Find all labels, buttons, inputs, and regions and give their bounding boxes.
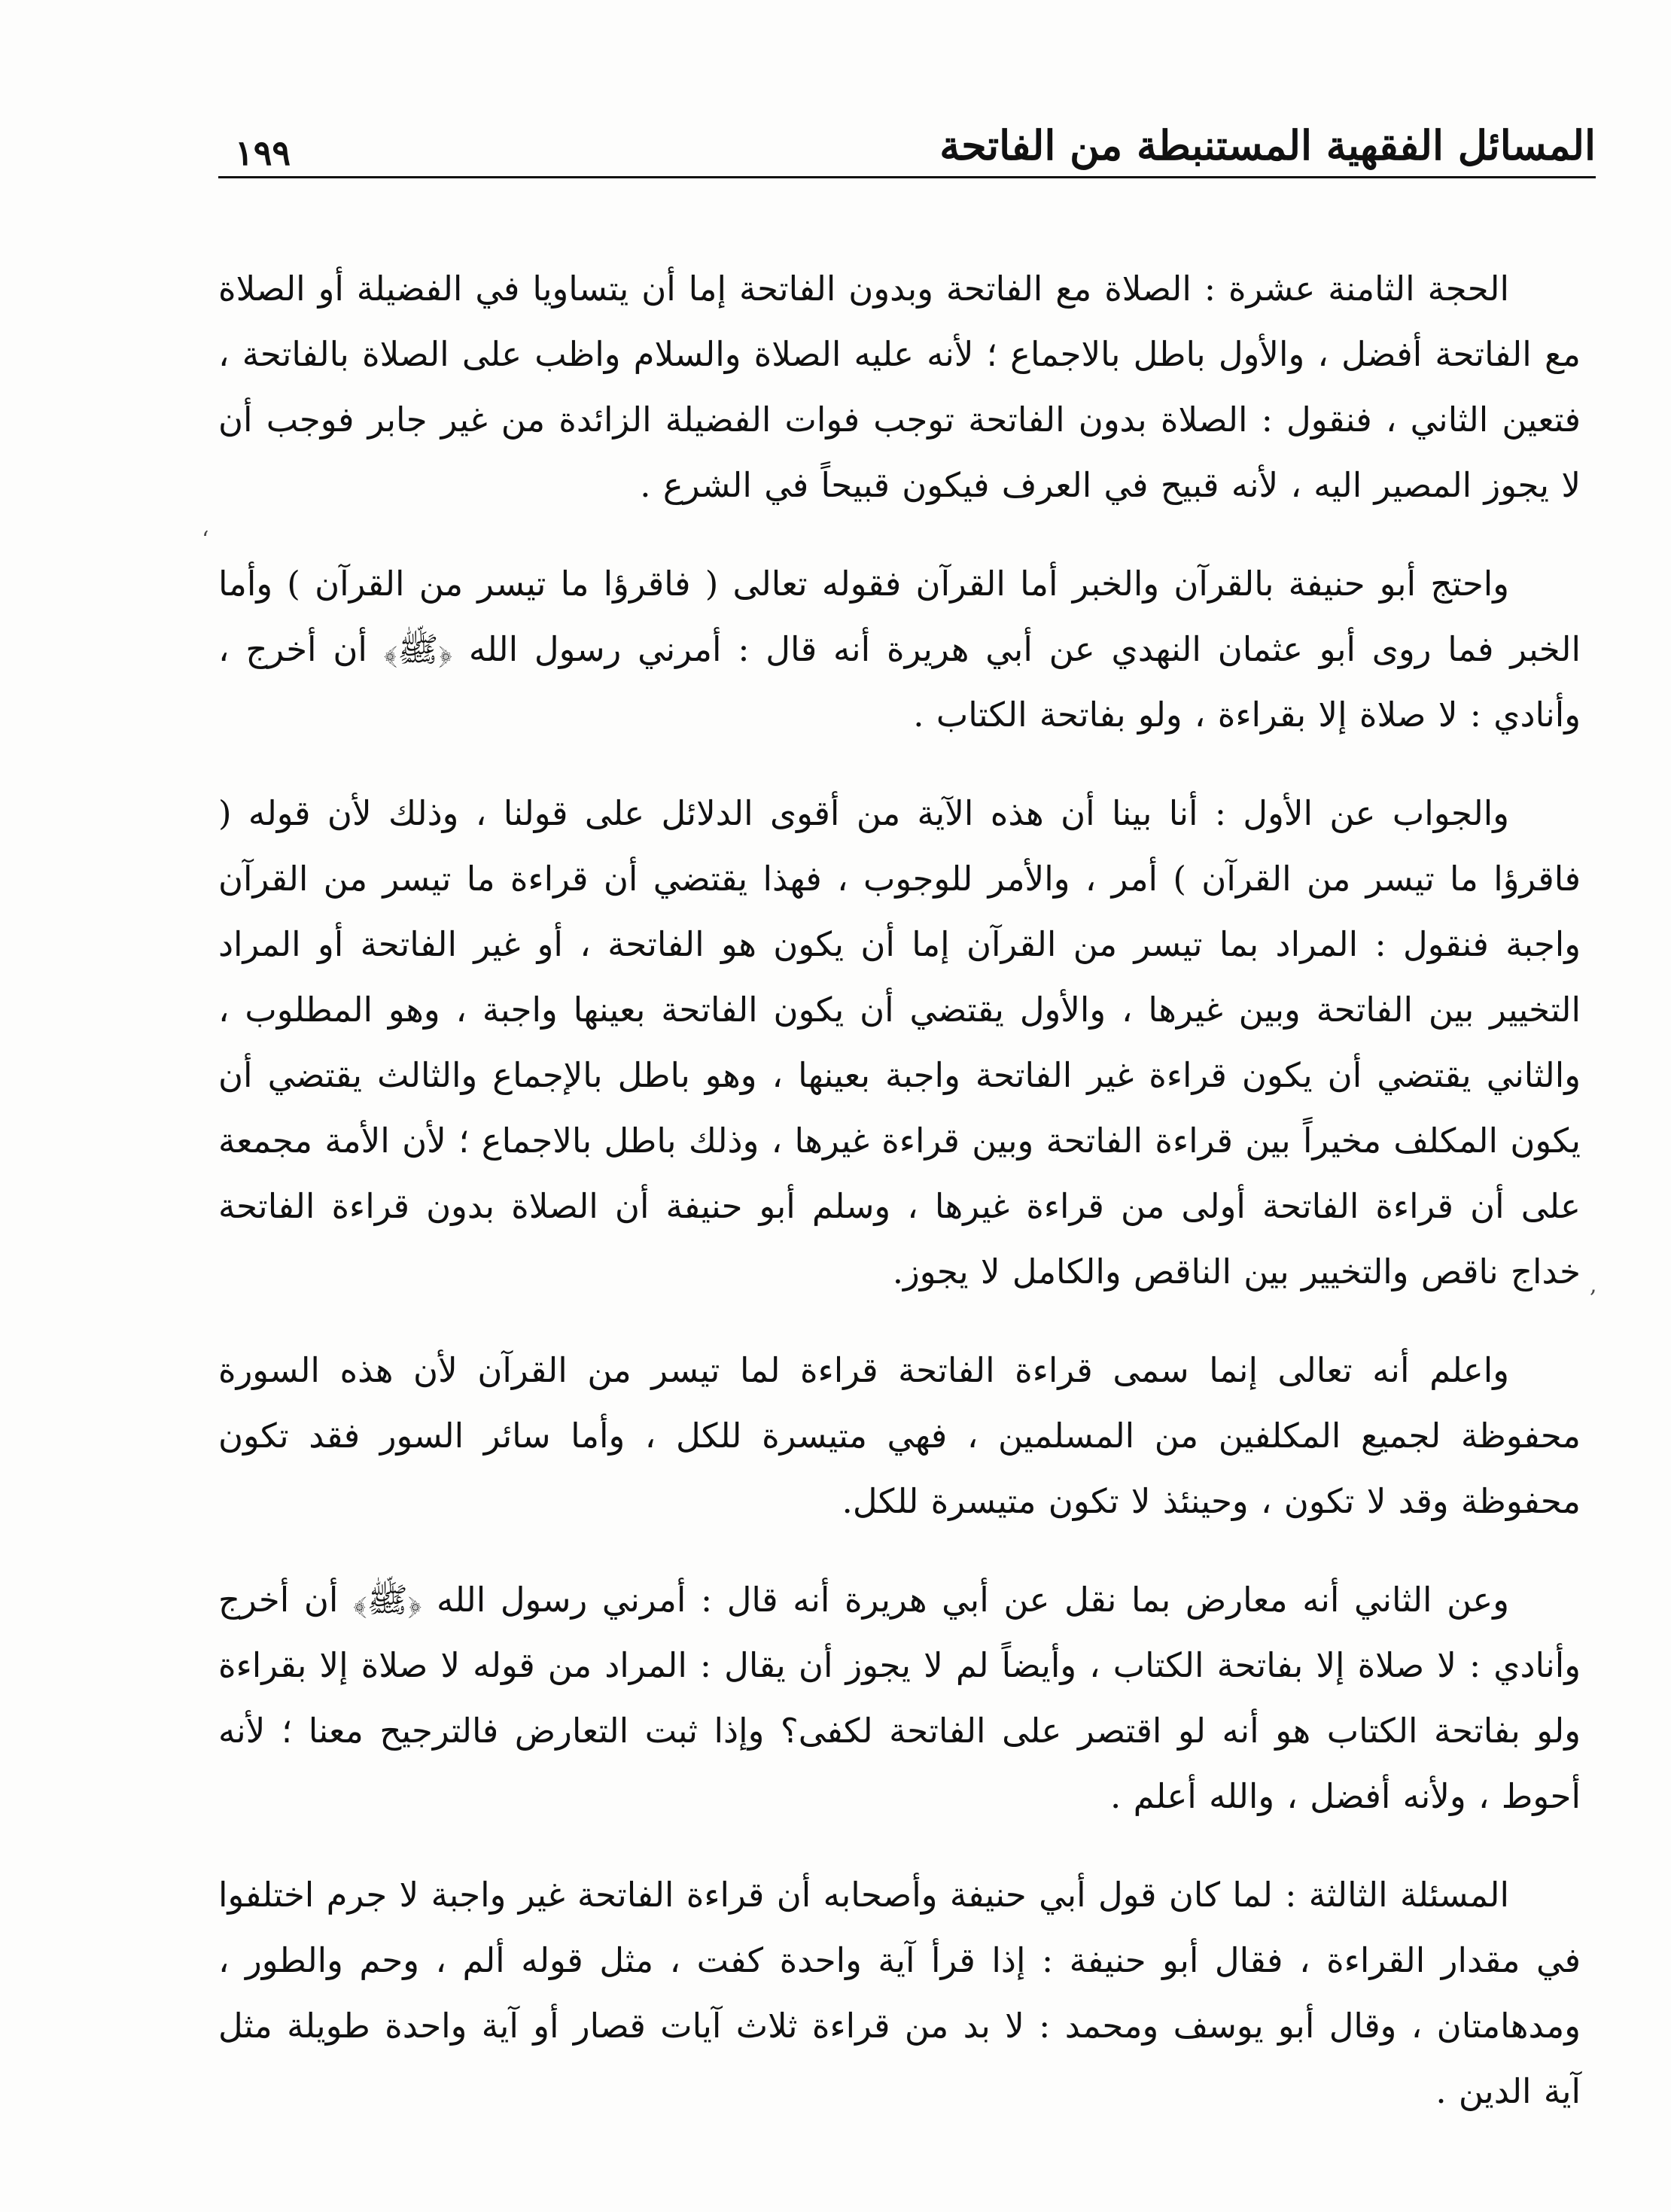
header-rule [218,176,1596,178]
paragraph-abu-hanifa-argument: واحتج أبو حنيفة بالقرآن والخبر أما القرآن فقوله تعالى ( فاقرؤا ما تيسر من القرآن ) وأما الخبر فما روى أبو عثمان النهدي عن أبي هريرة أنه قال : أمرني رسول الله ﴿ﷺ﴾ أن أخرج ، وأنادي : لا صلاة إلا بقراءة ، ولو بفاتحة الكتاب . [218,564,1581,735]
paragraph-third-issue: المسئلة الثالثة : لما كان قول أبي حنيفة وأصحابه أن قراءة الفاتحة غير واجبة لا جرم اختلفوا في مقدار القراءة ، فقال أبو حنيفة : إذا قرأ آية واحدة كفت ، مثل قوله ألم ، وحم والطور ، ومدهامتان ، وقال أبو يوسف ومحمد : لا بد من قراءة ثلاث آيات قصار أو آية واحدة طويلة مثل آية الدين . [218,1875,1581,2111]
scan-speck: , [1590,1272,1597,1298]
paragraph-know-that: واعلم أنه تعالى إنما سمى قراءة الفاتحة قراءة لما تيسر من القرآن لأن هذه السورة محفوظة لجميع المكلفين من المسلمين ، فهي متيسرة للكل ، وأما سائر السور فقد تكون محفوظة وقد لا تكون ، وحينئذ لا تكون متيسرة للكل. [218,1350,1581,1521]
paragraph-answer-second: وعن الثاني أنه معارض بما نقل عن أبي هريرة أنه قال : أمرني رسول الله ﴿ﷺ﴾ أن أخرج وأنادي : لا صلاة إلا بفاتحة الكتاب ، وأيضاً لم لا يجوز أن يقال : المراد من قوله لا صلاة إلا بقراءة ولو بفاتحة الكتاب هو أنه لو اقتصر على الفاتحة لكفى؟ وإذا ثبت التعارض فالترجيح معنا ؛ لأنه أحوط ، ولأنه أفضل ، والله أعلم . [218,1580,1581,1816]
paragraph-eighteenth-argument: الحجة الثامنة عشرة : الصلاة مع الفاتحة وبدون الفاتحة إما أن يتساويا في الفضيلة أو الصلاة مع الفاتحة أفضل ، والأول باطل بالاجماع ؛ لأنه عليه الصلاة والسلام واظب على الصلاة بالفاتحة ، فتعين الثاني ، فنقول : الصلاة بدون الفاتحة توجب فوات الفضيلة الزائدة من غير جابر فوجب أن لا يجوز المصير اليه ، لأنه قبيح في العرف فيكون قبيحاً في الشرع . [218,269,1581,505]
body-text [218,256,1581,2124]
page-number: ١٩٩ [235,132,291,173]
running-title: المسائل الفقهية المستنبطة من الفاتحة [939,121,1596,169]
paragraph-answer-first: والجواب عن الأول : أنا بينا أن هذه الآية من أقوى الدلائل على قولنا ، وذلك لأن قوله ( فاقرؤا ما تيسر من القرآن ) أمر ، والأمر للوجوب ، فهذا يقتضي أن قراءة ما تيسر من القرآن واجبة فنقول : المراد بما تيسر من القرآن إما أن يكون هو الفاتحة ، أو غير الفاتحة أو المراد التخيير بين الفاتحة وبين غيرها ، والأول يقتضي أن يكون الفاتحة بعينها واجبة ، وهو المطلوب ، والثاني يقتضي أن يكون قراءة غير الفاتحة واجبة بعينها ، وهو باطل بالإجماع والثالث يقتضي أن يكون المكلف مخيراً بين قراءة الفاتحة وبين قراءة غيرها ، وذلك باطل بالاجماع ؛ لأن الأمة مجمعة على أن قراءة الفاتحة أولى من قراءة غيرها ، وسلم أبو حنيفة أن الصلاة بدون قراءة الفاتحة خداج ناقص والتخيير بين الناقص والكامل لا يجوز. [218,793,1581,1292]
scan-speck: ʻ [202,527,209,553]
running-header [218,113,1596,181]
